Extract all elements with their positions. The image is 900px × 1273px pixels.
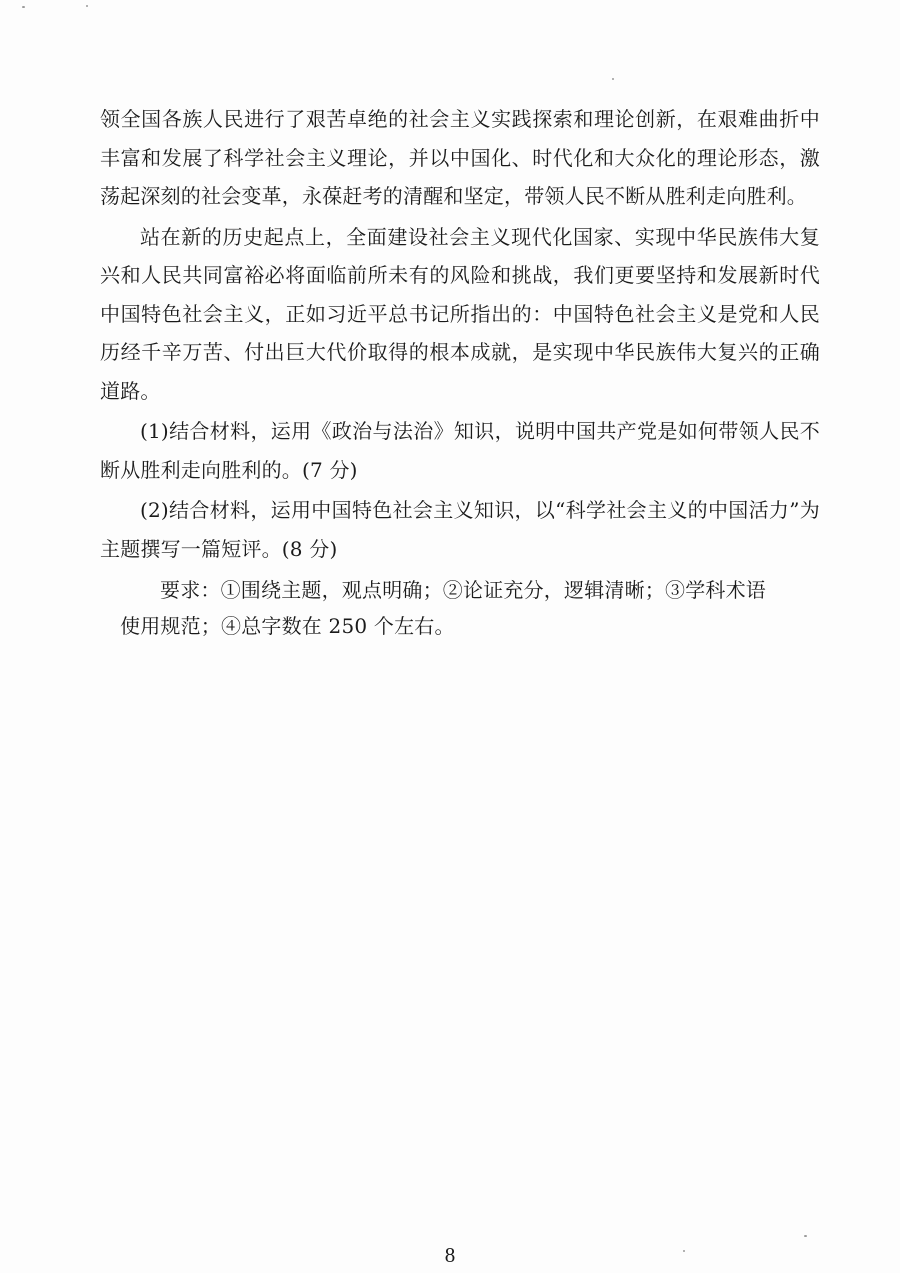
requirements-line-1: 要求：①围绕主题，观点明确；②论证充分，逻辑清晰；③学科术语 (160, 578, 766, 602)
material-paragraph-continued: 领全国各族人民进行了艰苦卓绝的社会主义实践探索和理论创新，在艰难曲折中丰富和发展了科学社会主义理论，并以中国化、时代化和大众化的理论形态，激荡起深刻的社会变革，永葆赶考的清醒和坚定，带领人民不断从胜利走向胜利。 (100, 107, 820, 208)
material-paragraph: 站在新的历史起点上，全面建设社会主义现代化国家、实现中华民族伟大复兴和人民共同富裕必将面临前所未有的风险和挑战，我们更要坚持和发展新时代中国特色社会主义，正如习近平总书记所指出的：中国特色社会主义是党和人民历经千辛万苦、付出巨大代价取得的根本成就，是实现中华民族伟大复兴的正确道路。 (100, 224, 820, 403)
question-2: (2)结合材料，运用中国特色社会主义知识，以“科学社会主义的中国活力”为主题撰写一篇短评。(8 分) (100, 498, 820, 561)
document-body (100, 100, 820, 644)
question-1: (1)结合材料，运用《政治与法治》知识，说明中国共产党是如何带领人民不断从胜利走向胜利的。(7 分) (100, 419, 820, 482)
page-number: 8 (444, 1243, 456, 1267)
scan-speck (86, 5, 88, 7)
scan-speck (22, 6, 25, 8)
requirements-line-2: 使用规范；④总字数在 250 个左右。 (120, 614, 455, 638)
answer-requirements (100, 572, 820, 644)
scan-speck (612, 78, 614, 80)
scan-speck (804, 1235, 807, 1237)
